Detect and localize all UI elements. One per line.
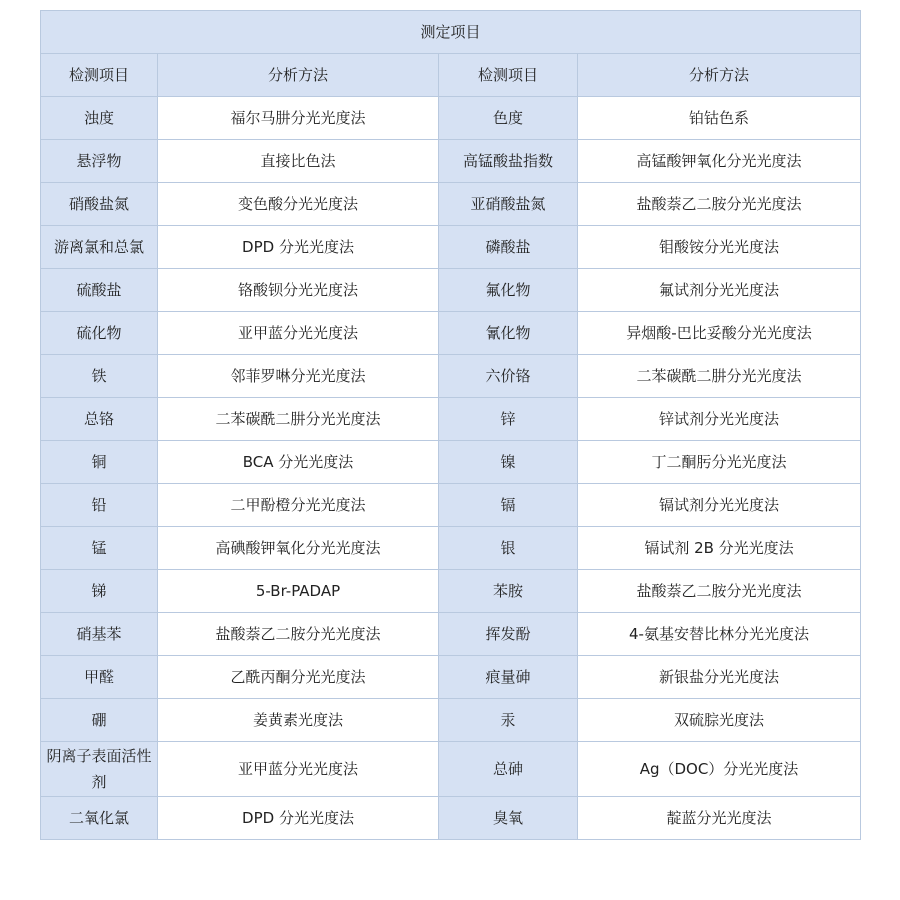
test-item: 硫酸盐 bbox=[41, 269, 158, 312]
test-item: 氟化物 bbox=[439, 269, 578, 312]
analysis-method: 铬酸钡分光光度法 bbox=[158, 269, 439, 312]
test-item: 六价铬 bbox=[439, 355, 578, 398]
test-item: 硫化物 bbox=[41, 312, 158, 355]
analysis-method: 二甲酚橙分光光度法 bbox=[158, 484, 439, 527]
analysis-method: 靛蓝分光光度法 bbox=[578, 797, 861, 840]
analysis-method: 盐酸萘乙二胺分光光度法 bbox=[158, 613, 439, 656]
analysis-method: 亚甲蓝分光光度法 bbox=[158, 742, 439, 797]
analysis-method: 镉试剂 2B 分光光度法 bbox=[578, 527, 861, 570]
test-item: 苯胺 bbox=[439, 570, 578, 613]
analysis-method: 乙酰丙酮分光光度法 bbox=[158, 656, 439, 699]
analysis-method: 姜黄素光度法 bbox=[158, 699, 439, 742]
table-row bbox=[41, 797, 861, 840]
table-row bbox=[41, 183, 861, 226]
table-row bbox=[41, 398, 861, 441]
analysis-method: 钼酸铵分光光度法 bbox=[578, 226, 861, 269]
test-item: 锰 bbox=[41, 527, 158, 570]
test-item: 硝酸盐氮 bbox=[41, 183, 158, 226]
header-method-1: 分析方法 bbox=[158, 54, 439, 97]
table-row bbox=[41, 226, 861, 269]
table-row bbox=[41, 312, 861, 355]
analysis-method: 氟试剂分光光度法 bbox=[578, 269, 861, 312]
test-item: 氰化物 bbox=[439, 312, 578, 355]
table-row bbox=[41, 269, 861, 312]
analysis-method: 5-Br-PADAP bbox=[158, 570, 439, 613]
test-item: 总砷 bbox=[439, 742, 578, 797]
test-item: 铜 bbox=[41, 441, 158, 484]
analysis-method: DPD 分光光度法 bbox=[158, 797, 439, 840]
header-item-1: 检测项目 bbox=[41, 54, 158, 97]
table-title: 测定项目 bbox=[41, 11, 861, 54]
test-item: 悬浮物 bbox=[41, 140, 158, 183]
test-item: 阴离子表面活性剂 bbox=[41, 742, 158, 797]
test-item: 臭氧 bbox=[439, 797, 578, 840]
analysis-method: 高碘酸钾氧化分光光度法 bbox=[158, 527, 439, 570]
analysis-method: 二苯碳酰二肼分光光度法 bbox=[158, 398, 439, 441]
test-item: 银 bbox=[439, 527, 578, 570]
analysis-method: 盐酸萘乙二胺分光光度法 bbox=[578, 570, 861, 613]
test-item: 汞 bbox=[439, 699, 578, 742]
test-item: 游离氯和总氯 bbox=[41, 226, 158, 269]
table-row bbox=[41, 441, 861, 484]
measurement-table-container bbox=[40, 10, 860, 840]
test-item: 痕量砷 bbox=[439, 656, 578, 699]
test-item: 磷酸盐 bbox=[439, 226, 578, 269]
test-item: 挥发酚 bbox=[439, 613, 578, 656]
table-row bbox=[41, 570, 861, 613]
test-item: 镍 bbox=[439, 441, 578, 484]
table-row bbox=[41, 140, 861, 183]
analysis-method: 4-氨基安替比林分光光度法 bbox=[578, 613, 861, 656]
test-item: 色度 bbox=[439, 97, 578, 140]
measurement-table bbox=[40, 10, 861, 840]
analysis-method: 福尔马肼分光光度法 bbox=[158, 97, 439, 140]
table-row bbox=[41, 97, 861, 140]
header-item-2: 检测项目 bbox=[439, 54, 578, 97]
analysis-method: 新银盐分光光度法 bbox=[578, 656, 861, 699]
analysis-method: 铂钴色系 bbox=[578, 97, 861, 140]
table-row bbox=[41, 613, 861, 656]
table-row bbox=[41, 656, 861, 699]
test-item: 硝基苯 bbox=[41, 613, 158, 656]
analysis-method: BCA 分光光度法 bbox=[158, 441, 439, 484]
test-item: 锌 bbox=[439, 398, 578, 441]
analysis-method: 二苯碳酰二肼分光光度法 bbox=[578, 355, 861, 398]
test-item: 甲醛 bbox=[41, 656, 158, 699]
analysis-method: 盐酸萘乙二胺分光光度法 bbox=[578, 183, 861, 226]
test-item: 二氧化氯 bbox=[41, 797, 158, 840]
analysis-method: 变色酸分光光度法 bbox=[158, 183, 439, 226]
analysis-method: 锌试剂分光光度法 bbox=[578, 398, 861, 441]
analysis-method: DPD 分光光度法 bbox=[158, 226, 439, 269]
analysis-method: 异烟酸-巴比妥酸分光光度法 bbox=[578, 312, 861, 355]
test-item: 亚硝酸盐氮 bbox=[439, 183, 578, 226]
test-item: 镉 bbox=[439, 484, 578, 527]
table-row bbox=[41, 355, 861, 398]
test-item: 浊度 bbox=[41, 97, 158, 140]
analysis-method: 亚甲蓝分光光度法 bbox=[158, 312, 439, 355]
test-item: 铁 bbox=[41, 355, 158, 398]
table-row bbox=[41, 527, 861, 570]
test-item: 铅 bbox=[41, 484, 158, 527]
analysis-method: 高锰酸钾氧化分光光度法 bbox=[578, 140, 861, 183]
analysis-method: 丁二酮肟分光光度法 bbox=[578, 441, 861, 484]
header-method-2: 分析方法 bbox=[578, 54, 861, 97]
table-row bbox=[41, 699, 861, 742]
table-row bbox=[41, 484, 861, 527]
analysis-method: Ag（DOC）分光光度法 bbox=[578, 742, 861, 797]
test-item: 锑 bbox=[41, 570, 158, 613]
test-item: 硼 bbox=[41, 699, 158, 742]
analysis-method: 双硫腙光度法 bbox=[578, 699, 861, 742]
table-row bbox=[41, 742, 861, 797]
analysis-method: 邻菲罗啉分光光度法 bbox=[158, 355, 439, 398]
test-item: 高锰酸盐指数 bbox=[439, 140, 578, 183]
test-item: 总铬 bbox=[41, 398, 158, 441]
analysis-method: 镉试剂分光光度法 bbox=[578, 484, 861, 527]
analysis-method: 直接比色法 bbox=[158, 140, 439, 183]
